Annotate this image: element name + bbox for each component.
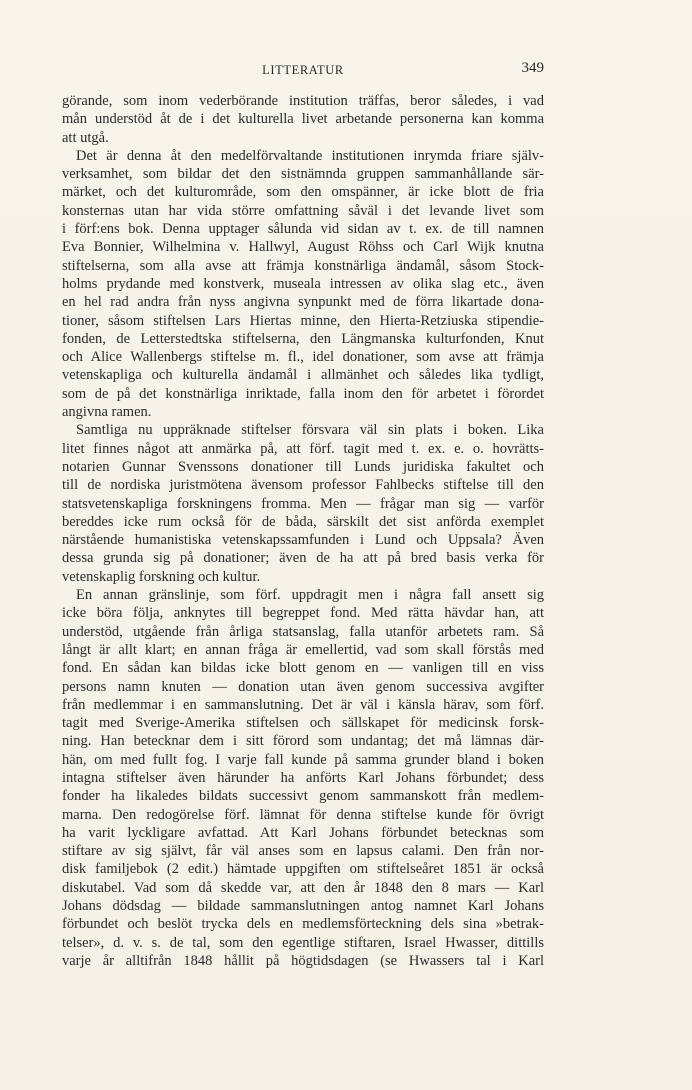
text-line: ha varit lyckligare avfattad. Att Karl Johans förbundet betecknas som <box>62 824 544 841</box>
running-head: LITTERATUR <box>262 63 344 77</box>
text-line: tagit med Sverige-Amerika stiftelsen och sällskapet för medicinsk forsk- <box>62 715 544 732</box>
text-line: vetenskapliga och kulturella ändamål i allmänhet och således lika tydligt, <box>62 367 544 384</box>
text-line <box>62 970 544 988</box>
text-line: disk familjebok (2 edit.) hämtade uppgiften om stiftelseåret 1851 är också <box>62 861 544 878</box>
text-line: intagna stiftelser även härunder ha anförts Karl Johans förbundet; dess <box>62 769 544 786</box>
text-line: en hel rad andra från nyss angivna synpunkt med de förra likartade dona- <box>62 294 544 311</box>
text-line: Det är denna åt den medelförvaltande institutionen inrymda friare själv- <box>76 147 544 164</box>
page-number: 349 <box>521 60 544 76</box>
text-line: varje år alltifrån 1848 hållit på högtidsdagen (se Hwassers tal i Karl <box>62 952 544 969</box>
text-line: fonden, de Letterstedtska stiftelserna, den Längmanska kulturfonden, Knut <box>62 330 544 347</box>
text-line: långt är allt klart; en annan fråga är emellertid, vad som skall förstås med <box>62 641 544 658</box>
body-text <box>62 92 544 989</box>
text-line: verksamhet, som bildar det den sistnämnda gruppen sammanhållande sär- <box>62 166 544 183</box>
text-line: angivna ramen. <box>62 404 152 421</box>
text-line: marna. Den redogörelse förf. lämnat för denna stiftelse kunde för övrigt <box>62 806 544 823</box>
text-line: vetenskaplig forskning och kultur. <box>62 568 261 585</box>
text-line: telser», d. v. s. de tal, som den egentlige stiftaren, Israel Hwasser, dittills <box>62 934 544 951</box>
text-line: notarien Gunnar Svenssons donationer till Lunds juridiska fakultet och <box>62 458 544 475</box>
text-line: tioner, såsom stiftelsen Lars Hiertas minne, den Hierta-Retziuska stipendie- <box>62 312 544 329</box>
text-line: En annan gränslinje, som förf. uppdragit men i några fall ansett sig <box>76 587 544 604</box>
text-line: närstående humanistiska vetenskapssamfunden i Lund och Uppsala? Även <box>62 532 544 549</box>
text-line: Samtliga nu uppräknade stiftelser försvara väl sin plats i boken. Lika <box>76 422 544 439</box>
text-line: bereddes icke rum också för de båda, särskilt det sist anförda exemplet <box>62 513 544 530</box>
text-line: persons namn knuten — donation utan även genom successiva avgifter <box>62 678 544 695</box>
text-line: dessa grunda sig på donationer; även de ha att på bred basis verka för <box>62 550 544 567</box>
text-line: statsvetenskapliga forskningens fromma. Men — frågar man sig — varför <box>62 495 544 512</box>
text-line: diskutabel. Vad som då skedde var, att den år 1848 den 8 mars — Karl <box>62 879 544 896</box>
text-line: och Alice Wallenbergs stiftelse m. fl., idel donationer, som avse att främja <box>62 349 544 366</box>
text-line: från medlemmar i en sammanslutning. Det är väl i känsla härav, som förf. <box>62 696 544 713</box>
text-line: konsternas utan har vida större omfattning såväl i det levande livet som <box>62 202 544 219</box>
text-line: att utgå. <box>62 129 109 146</box>
text-line: görande, som inom vederbörande institution träffas, beror således, i vad <box>62 93 544 109</box>
page-header <box>62 60 544 82</box>
text-line: Johans dödsdag — bildade sammanslutningen antog namnet Karl Johans <box>62 898 544 915</box>
text-line: märket, och det kulturområde, som den omspänner, är icke blott de fria <box>62 184 544 201</box>
text-line: understöd, utgående från årliga statsanslag, falla utanför arbetets ram. Så <box>62 623 544 640</box>
text-line: förbundet och beslöt trycka dels en medlemsförteckning dels sina »betrak- <box>62 916 544 933</box>
text-line: i förf:ens bok. Denna upptager sålunda vid sidan av t. ex. de till namnen <box>62 221 544 238</box>
text-line: Eva Bonnier, Wilhelmina v. Hallwyl, August Röhss och Carl Wijk knutna <box>62 239 544 256</box>
text-line: holms prydande med konstverk, museala intressen av olika slag etc., även <box>62 275 544 292</box>
text-line: stiftelserna, som alla avse att främja konstnärliga ändamål, såsom Stock- <box>62 257 544 274</box>
text-line: litet finnes något att anmärka på, att förf. tagit med t. ex. e. o. hovrätts- <box>62 440 544 457</box>
text-line: stiftare av sig självt, får väl anses som en lapsus calami. Den från nor- <box>62 843 544 860</box>
text-line: hän, om med fullt fog. I varje fall kunde på samma grunder bland i boken <box>62 751 544 768</box>
text-line: fond. En sådan kan bildas icke blott genom en — vanligen till en viss <box>62 660 544 677</box>
text-line: till de nordiska juristmötena ävensom professor Fahlbecks stiftelse till den <box>62 477 544 494</box>
text-line: ning. Han betecknar dem i sitt förord som undantag; det må lämnas där- <box>62 733 544 750</box>
text-line: icke böra följa, anknytes till begreppet fond. Med rätta hävdar han, att <box>62 605 544 622</box>
text-line: fonder ha likaledes bildats successivt genom sammanskott från medlem- <box>62 788 544 805</box>
text-line: mån understöd åt de i det kulturella livet arbetande personerna kan komma <box>62 111 544 128</box>
text-line: som de på det konstnärliga inriktade, falla inom den för arbetet i förordet <box>62 385 544 402</box>
